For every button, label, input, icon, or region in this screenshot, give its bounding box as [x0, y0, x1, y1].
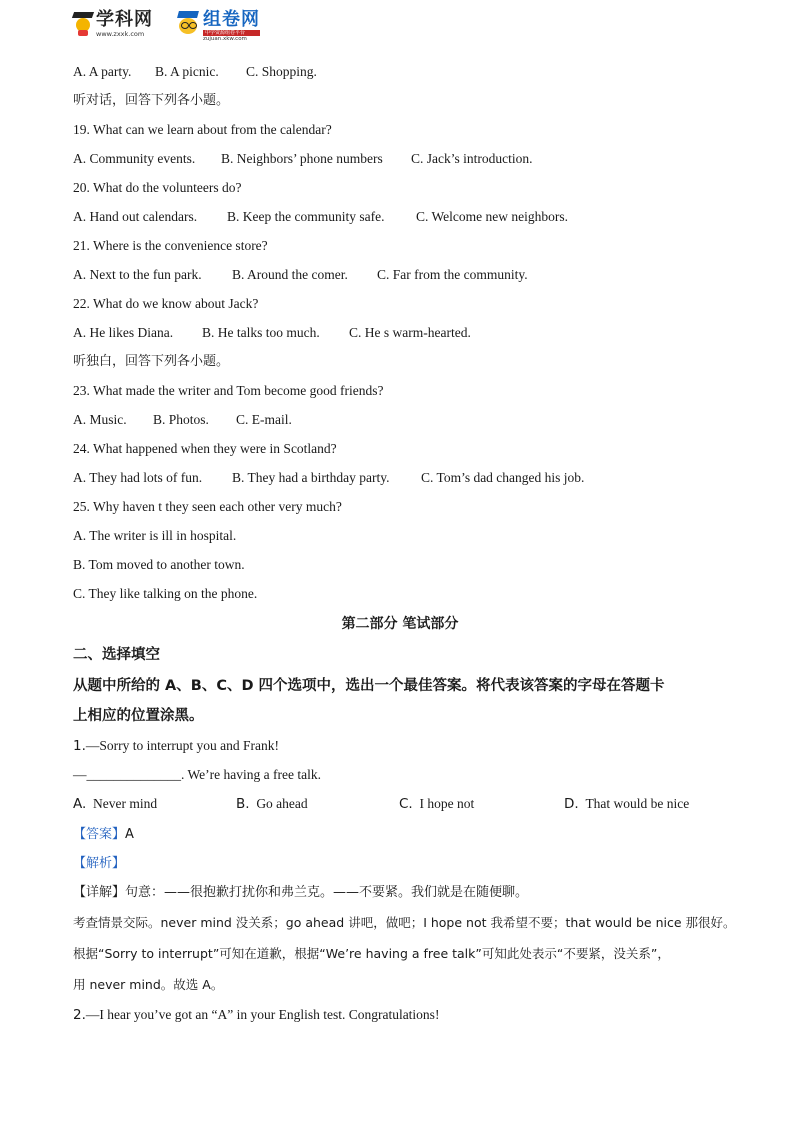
logo-name: 学科网 [96, 9, 153, 30]
q19-stem: 19. What can we learn about from the calendar? [73, 122, 332, 137]
q24-stem: 24. What happened when they were in Scotland? [73, 441, 337, 456]
logo-url: www.zxxk.com [96, 30, 145, 38]
q18-options [73, 63, 317, 81]
instruction-monologue: 听独白，回答下列各小题。 [73, 354, 230, 369]
q2-line-1 [73, 1006, 439, 1024]
section-heading: 二、选择填空 [73, 647, 160, 663]
option-text: That would be nice [585, 796, 690, 811]
answer-label: 【答案】 [73, 827, 126, 842]
q25-option-b: B. Tom moved to another town. [73, 557, 245, 572]
answer-line [73, 825, 134, 844]
logo-tagline: 中学资源组卷平台 [203, 30, 260, 36]
explanation-line-2: 根据“Sorry to interrupt”可知在道歉，根据“We’re having a free talk”可知此处表示“不要紧，没关系”， [73, 946, 670, 961]
q23-stem: 23. What made the writer and Tom become good friends? [73, 383, 384, 398]
mascot-icon [72, 10, 94, 36]
header-logos [72, 10, 292, 48]
q21-options [73, 266, 528, 284]
xuekewang-logo [72, 10, 153, 38]
option-text: I hope not [419, 796, 475, 811]
option-c: C. Jack’s introduction. [411, 151, 533, 166]
q22-options [73, 324, 471, 342]
detail-label: 【详解】 [73, 885, 126, 900]
mascot-icon [176, 10, 200, 38]
q23-options [73, 411, 292, 429]
option-letter: B. [236, 796, 250, 812]
option-text: Go ahead [256, 796, 308, 811]
q2-prompt: —I hear you’ve got an “A” in your English test. Congratulations! [85, 1007, 440, 1022]
detail-line [73, 884, 528, 902]
q25-option-a: A. The writer is ill in hospital. [73, 528, 237, 543]
option-b: B. Photos. [153, 412, 209, 427]
option-b: B. Keep the community safe. [227, 209, 385, 224]
question-number: 2. [73, 1007, 86, 1023]
option-letter: D. [564, 796, 579, 812]
option-c: C. Far from the community. [377, 267, 528, 282]
q25-option-c: C. They like talking on the phone. [73, 586, 258, 601]
q21-stem: 21. Where is the convenience store? [73, 238, 268, 253]
q19-options [73, 150, 533, 168]
detail-text: 句意：——很抱歉打扰你和弗兰克。——不要紧。我们就是在随便聊。 [125, 885, 529, 900]
option-c: C. E-mail. [236, 412, 292, 427]
q1-line-2: —______________. We’re having a free talk. [73, 767, 321, 782]
q20-stem: 20. What do the volunteers do? [73, 180, 242, 195]
part2-title: 第二部分 笔试部分 [341, 616, 459, 632]
option-b: B. They had a birthday party. [232, 470, 390, 485]
option-letter: C. [399, 796, 413, 812]
option-b: B. Around the comer. [232, 267, 348, 282]
answer-value: A [125, 827, 134, 842]
q1-option-d [564, 795, 689, 813]
q1-option-b [236, 795, 308, 813]
option-a: A. Music. [73, 412, 127, 427]
instruction-dialogue: 听对话，回答下列各小题。 [73, 93, 230, 108]
option-a: A. Hand out calendars. [73, 209, 198, 224]
option-c: C. Welcome new neighbors. [416, 209, 569, 224]
option-c: C. Tom’s dad changed his job. [421, 470, 585, 485]
q1-line-1 [73, 737, 279, 755]
option-text: Never mind [93, 796, 158, 811]
option-a: A. They had lots of fun. [73, 470, 203, 485]
option-c: C. He s warm-hearted. [349, 325, 471, 340]
option-b: B. Neighbors’ phone numbers [221, 151, 383, 166]
explanation-line-3: 用 never mind。故选 A。 [73, 977, 224, 992]
option-a: A. A party. [73, 64, 132, 79]
instruction-line-2: 上相应的位置涂黑。 [73, 708, 204, 724]
option-c: C. Shopping. [246, 64, 317, 79]
option-b: B. A picnic. [155, 64, 219, 79]
question-number: 1. [73, 738, 86, 754]
option-b: B. He talks too much. [202, 325, 320, 340]
zujuanwang-logo [176, 10, 260, 43]
q1-option-c [399, 795, 474, 813]
option-a: A. Community events. [73, 151, 196, 166]
explanation-line-1: 考查情景交际。never mind 没关系；go ahead 讲吧，做吧；I hope not 我希望不要；that would be nice 那很好。 [73, 915, 736, 930]
q1-option-a [73, 795, 157, 813]
analysis-label: 【解析】 [73, 856, 126, 871]
option-a: A. Next to the fun park. [73, 267, 202, 282]
instruction-line-1: 从题中所给的 A、B、C、D 四个选项中，选出一个最佳答案。将代表该答案的字母在答题卡 [73, 678, 665, 694]
q25-stem: 25. Why haven t they seen each other very much? [73, 499, 342, 514]
logo-url: zujuan.xkw.com [203, 36, 247, 42]
option-letter: A. [73, 796, 87, 812]
q20-options [73, 208, 568, 226]
q1-prompt: —Sorry to interrupt you and Frank! [85, 738, 279, 753]
q24-options [73, 469, 584, 487]
logo-name: 组卷网 [203, 9, 260, 30]
option-a: A. He likes Diana. [73, 325, 174, 340]
q22-stem: 22. What do we know about Jack? [73, 296, 259, 311]
